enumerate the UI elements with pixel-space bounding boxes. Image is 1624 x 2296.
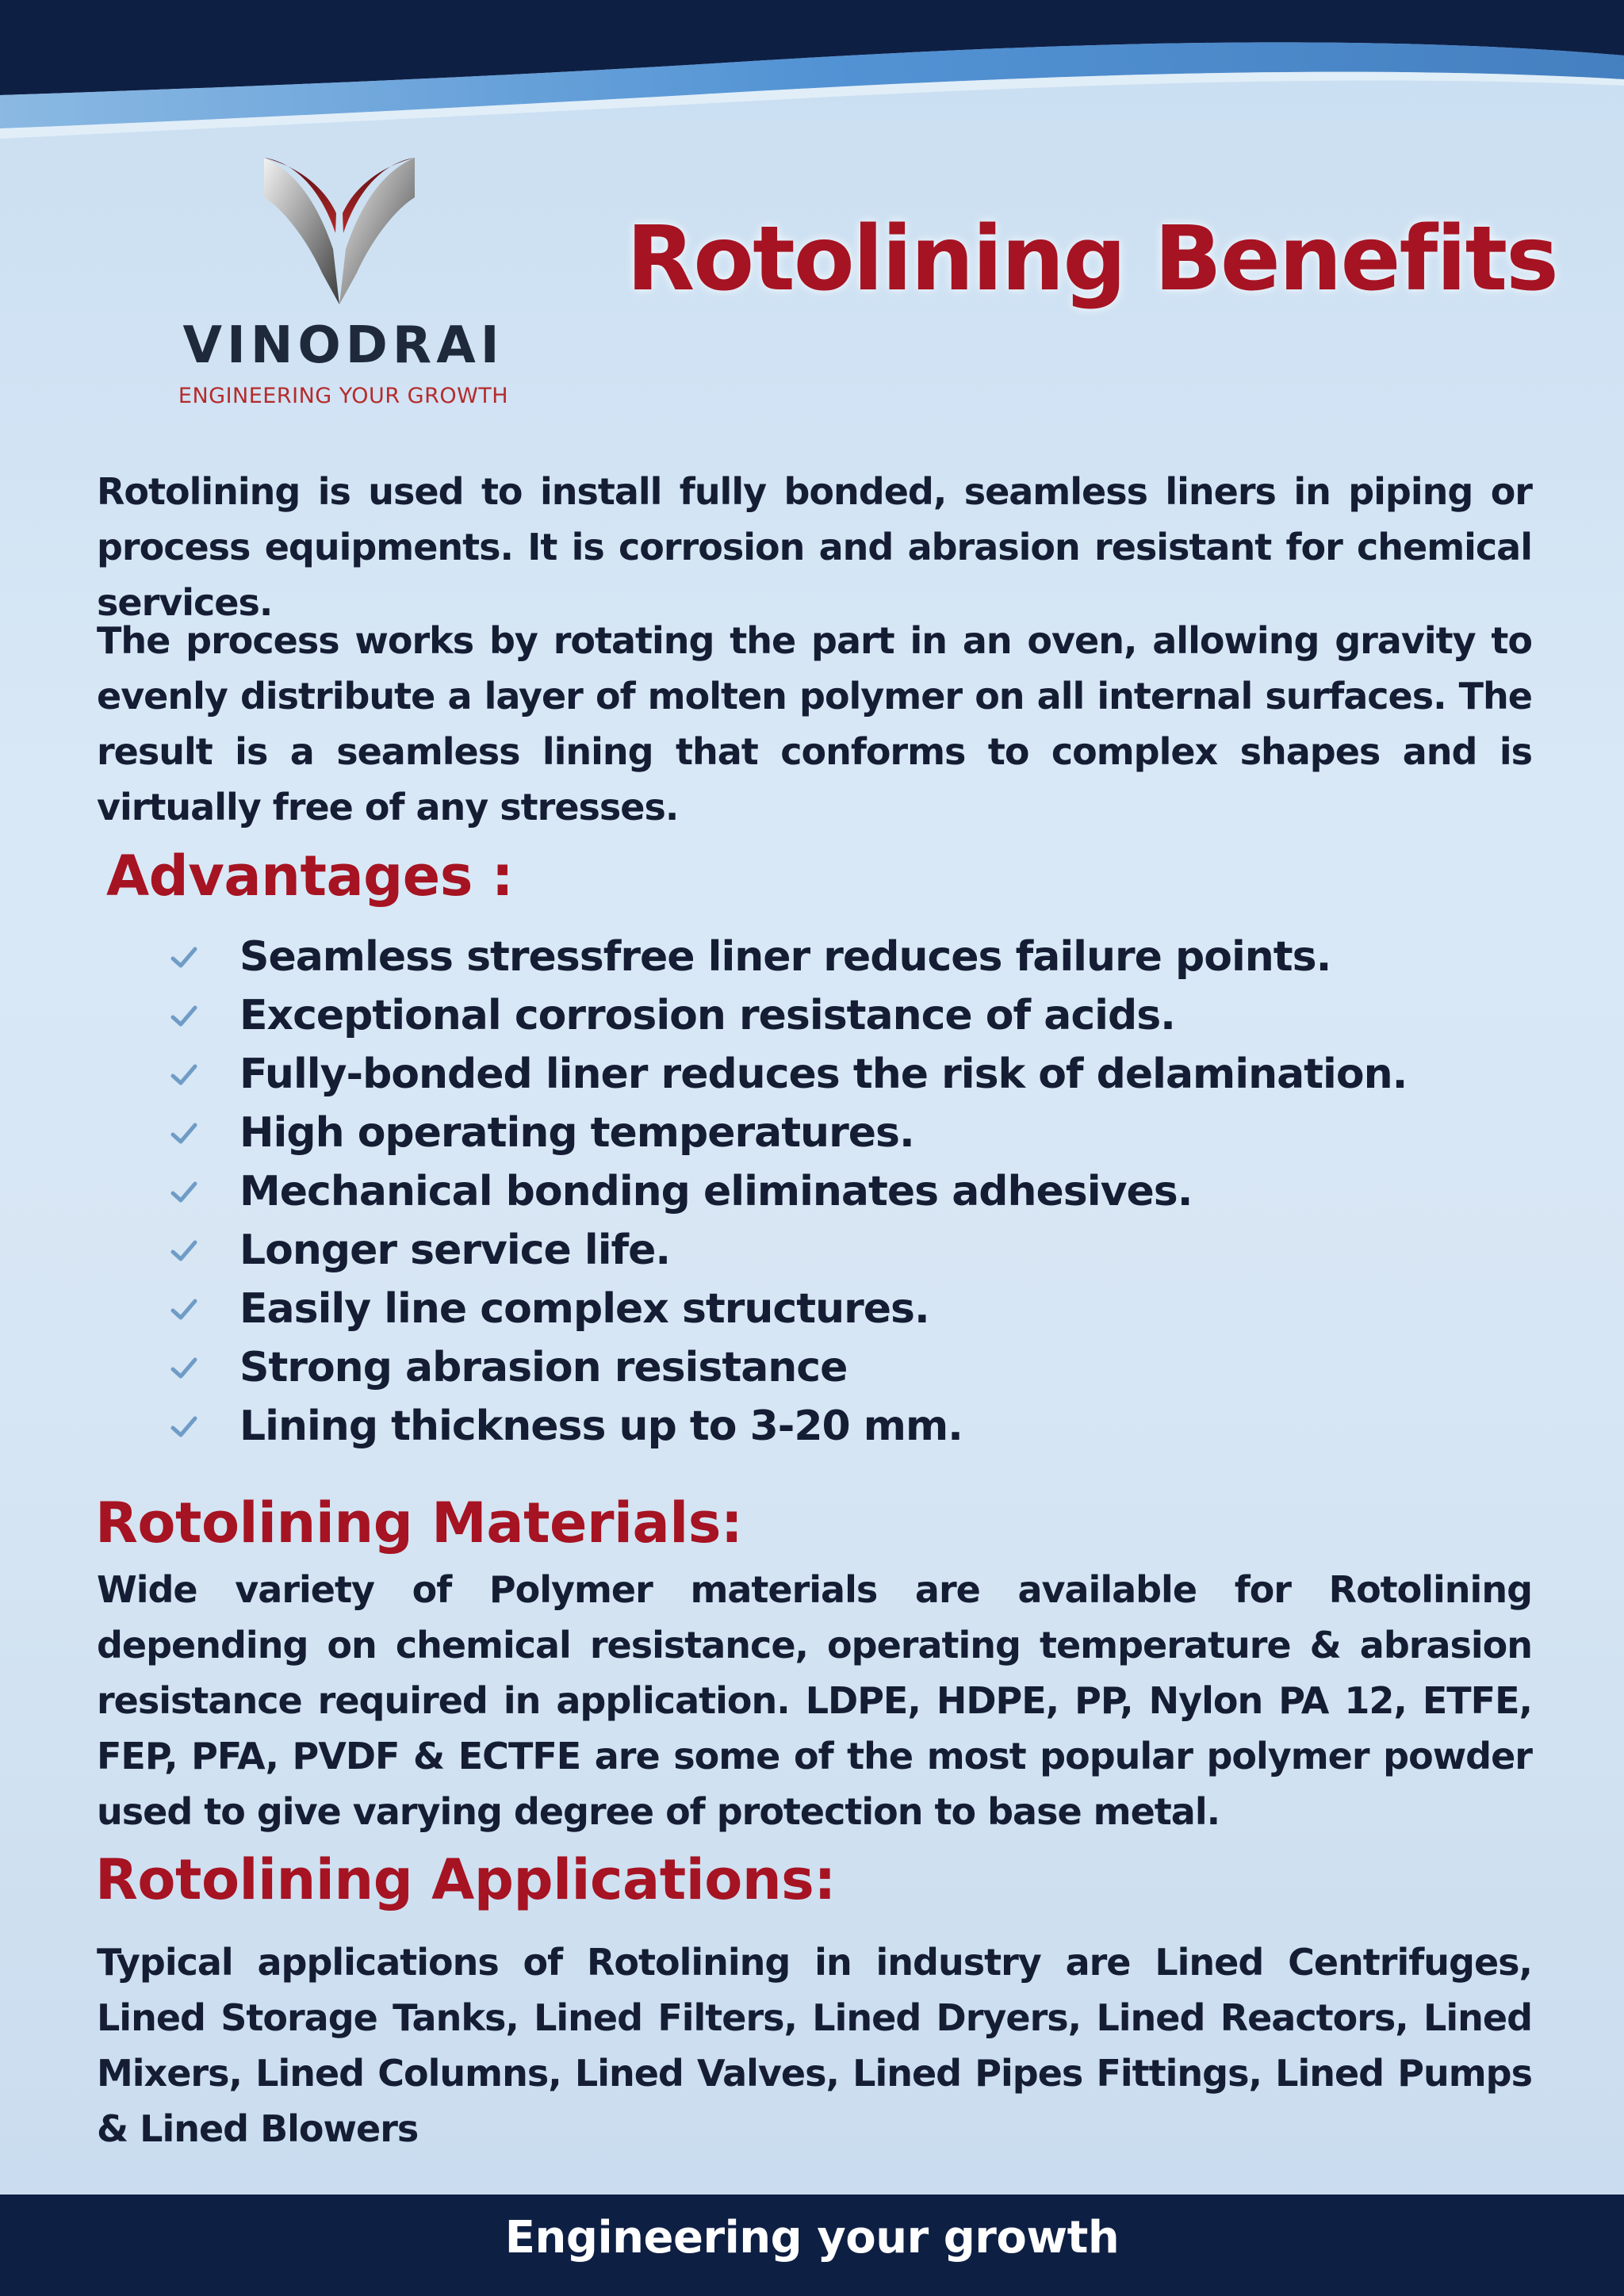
brand-name: VINODRAI [182,316,504,375]
advantage-text: Strong abrasion resistance [239,1344,848,1391]
advantages-list [167,928,1407,1456]
list-item [167,1045,1407,1104]
list-item [167,928,1407,986]
list-item [167,986,1407,1045]
list-item [167,1162,1407,1221]
check-icon [167,1292,201,1326]
materials-heading: Rotolining Materials: [95,1490,743,1556]
list-item [167,1397,1407,1456]
v-wings-logo-icon [260,154,419,308]
brand-tagline: ENGINEERING YOUR GROWTH [178,384,509,408]
check-icon [167,1233,201,1268]
list-item [167,1280,1407,1338]
check-icon [167,939,201,974]
check-icon [167,998,201,1033]
header-wave-band [0,0,1624,159]
list-item [167,1221,1407,1280]
check-icon [167,1174,201,1209]
applications-heading: Rotolining Applications: [95,1847,836,1912]
check-icon [167,1409,201,1444]
advantage-text: Longer service life. [239,1226,671,1274]
list-item [167,1104,1407,1162]
intro-paragraph-2: The process works by rotating the part in an oven, allowing gravity to evenly distribute a layer of molten polymer on all internal surfaces. The result is a seamless lining that conforms to complex shapes and is virtually free of any stresses. [97,619,1532,828]
list-item [167,1338,1407,1397]
check-icon [167,1350,201,1385]
page-title: Rotolining Benefits [626,208,1557,311]
intro-paragraph-1: Rotolining is used to install fully bonded, seamless liners in piping or process equipments. It is corrosion and abrasion resistant for chemical services. [97,470,1532,624]
advantage-text: Seamless stressfree liner reduces failure points. [239,933,1331,981]
applications-paragraph: Typical applications of Rotolining in industry are Lined Centrifuges, Lined Storage Tanks, Lined Filters, Lined Dryers, Lined Reactors, Lined Mixers, Lined Columns, Lined Valves, Lined Pipes Fittings, Lined Pumps & Lined Blowers [97,1941,1532,2150]
footer-tagline: Engineering your growth [504,2212,1120,2263]
advantage-text: Fully-bonded liner reduces the risk of delamination. [239,1050,1408,1098]
company-logo [149,154,546,415]
advantage-text: Easily line complex structures. [239,1285,929,1333]
check-icon [167,1057,201,1092]
materials-paragraph: Wide variety of Polymer materials are available for Rotolining depending on chemical resistance, operating temperature & abrasion resistance required in application. LDPE, HDPE, PP, Nylon PA 12, ETFE, FEP, PFA, PVDF & ECTFE are some of the most popular polymer powder used to give varying degree of protection to base metal. [97,1568,1532,1833]
advantage-text: High operating temperatures. [239,1109,914,1157]
advantage-text: Exceptional corrosion resistance of acids. [239,992,1175,1039]
advantages-heading: Advantages : [106,844,514,909]
advantage-text: Lining thickness up to 3-20 mm. [239,1402,963,1450]
check-icon [167,1115,201,1150]
advantage-text: Mechanical bonding eliminates adhesives. [239,1168,1193,1215]
